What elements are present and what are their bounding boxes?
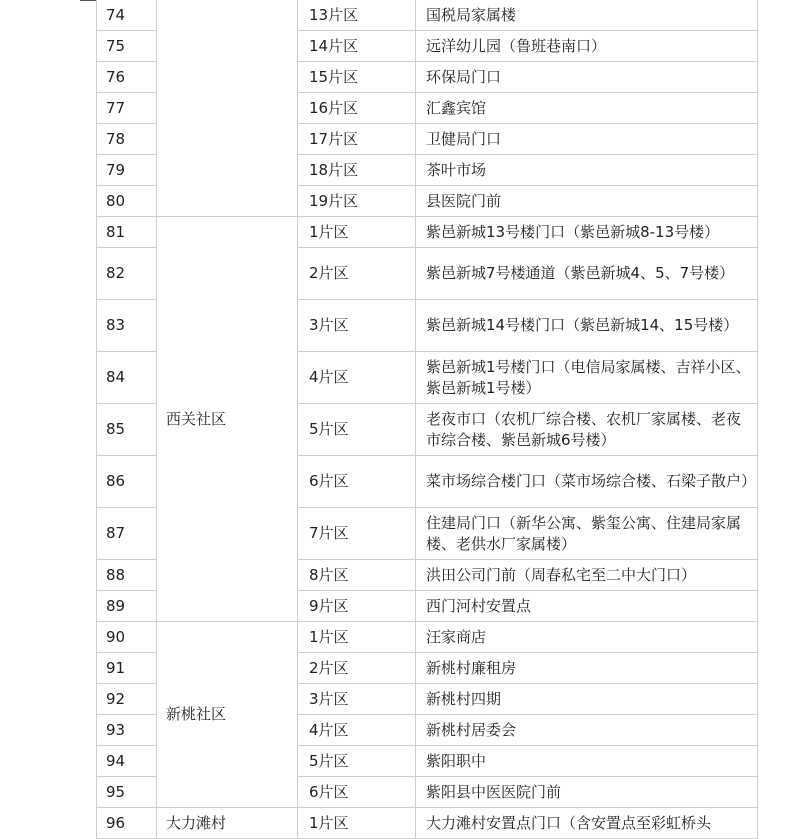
area-cell: 1片区 — [298, 622, 416, 653]
distribution-points-table — [96, 0, 758, 839]
row-number: 78 — [97, 124, 157, 155]
area-cell: 8片区 — [298, 560, 416, 591]
area-cell: 18片区 — [298, 155, 416, 186]
location-cell: 新桃村居委会 — [416, 715, 758, 746]
row-number: 74 — [97, 0, 157, 31]
table-row — [97, 217, 758, 248]
row-number: 81 — [97, 217, 157, 248]
area-cell: 19片区 — [298, 186, 416, 217]
location-cell: 新桃村四期 — [416, 684, 758, 715]
row-number: 88 — [97, 560, 157, 591]
location-cell: 县医院门前 — [416, 186, 758, 217]
table-row — [97, 0, 758, 31]
row-number: 85 — [97, 404, 157, 456]
row-number: 91 — [97, 653, 157, 684]
location-cell: 环保局门口 — [416, 62, 758, 93]
area-cell: 15片区 — [298, 62, 416, 93]
location-cell: 卫健局门口 — [416, 124, 758, 155]
row-number: 82 — [97, 248, 157, 300]
row-number: 90 — [97, 622, 157, 653]
location-cell: 汪家商店 — [416, 622, 758, 653]
location-cell: 国税局家属楼 — [416, 0, 758, 31]
location-cell: 新桃村廉租房 — [416, 653, 758, 684]
row-number: 75 — [97, 31, 157, 62]
location-cell: 茶叶市场 — [416, 155, 758, 186]
location-cell: 汇鑫宾馆 — [416, 93, 758, 124]
row-number: 87 — [97, 508, 157, 560]
location-cell: 紫邑新城1号楼门口（电信局家属楼、吉祥小区、紫邑新城1号楼） — [416, 352, 758, 404]
community-cell-xintao: 新桃社区 — [157, 622, 298, 808]
community-cell-xiguan: 西关社区 — [157, 217, 298, 622]
row-number: 94 — [97, 746, 157, 777]
area-cell: 5片区 — [298, 404, 416, 456]
area-cell: 2片区 — [298, 248, 416, 300]
area-cell: 3片区 — [298, 300, 416, 352]
area-cell: 13片区 — [298, 0, 416, 31]
location-cell: 住建局门口（新华公寓、紫玺公寓、住建局家属楼、老供水厂家属楼） — [416, 508, 758, 560]
table-top-edge — [80, 0, 96, 1]
row-number: 76 — [97, 62, 157, 93]
area-cell: 5片区 — [298, 746, 416, 777]
location-cell: 紫邑新城13号楼门口（紫邑新城8-13号楼） — [416, 217, 758, 248]
row-number: 83 — [97, 300, 157, 352]
row-number: 93 — [97, 715, 157, 746]
location-cell: 老夜市口（农机厂综合楼、农机厂家属楼、老夜市综合楼、紫邑新城6号楼） — [416, 404, 758, 456]
location-cell: 紫阳职中 — [416, 746, 758, 777]
row-number: 89 — [97, 591, 157, 622]
row-number: 77 — [97, 93, 157, 124]
community-cell-dalitan: 大力滩村 — [157, 808, 298, 839]
area-cell: 7片区 — [298, 508, 416, 560]
row-number: 96 — [97, 808, 157, 839]
area-cell: 14片区 — [298, 31, 416, 62]
row-number: 80 — [97, 186, 157, 217]
location-cell: 菜市场综合楼门口（菜市场综合楼、石梁子散户） — [416, 456, 758, 508]
row-number: 92 — [97, 684, 157, 715]
area-cell: 2片区 — [298, 653, 416, 684]
table-row — [97, 622, 758, 653]
location-cell: 紫阳县中医医院门前 — [416, 777, 758, 808]
location-cell: 洪田公司门前（周春私宅至二中大门口） — [416, 560, 758, 591]
area-cell: 1片区 — [298, 217, 416, 248]
location-cell: 西门河村安置点 — [416, 591, 758, 622]
row-number: 86 — [97, 456, 157, 508]
area-cell: 1片区 — [298, 808, 416, 839]
area-cell: 4片区 — [298, 715, 416, 746]
location-cell: 大力滩村安置点门口（含安置点至彩虹桥头 — [416, 808, 758, 839]
row-number: 79 — [97, 155, 157, 186]
row-number: 95 — [97, 777, 157, 808]
location-cell: 紫邑新城14号楼门口（紫邑新城14、15号楼） — [416, 300, 758, 352]
area-cell: 3片区 — [298, 684, 416, 715]
location-cell: 紫邑新城7号楼通道（紫邑新城4、5、7号楼） — [416, 248, 758, 300]
table-row — [97, 808, 758, 839]
location-cell: 远洋幼儿园（鲁班巷南口） — [416, 31, 758, 62]
row-number: 84 — [97, 352, 157, 404]
community-cell — [157, 0, 298, 217]
area-cell: 17片区 — [298, 124, 416, 155]
area-cell: 9片区 — [298, 591, 416, 622]
area-cell: 6片区 — [298, 456, 416, 508]
area-cell: 4片区 — [298, 352, 416, 404]
area-cell: 6片区 — [298, 777, 416, 808]
area-cell: 16片区 — [298, 93, 416, 124]
